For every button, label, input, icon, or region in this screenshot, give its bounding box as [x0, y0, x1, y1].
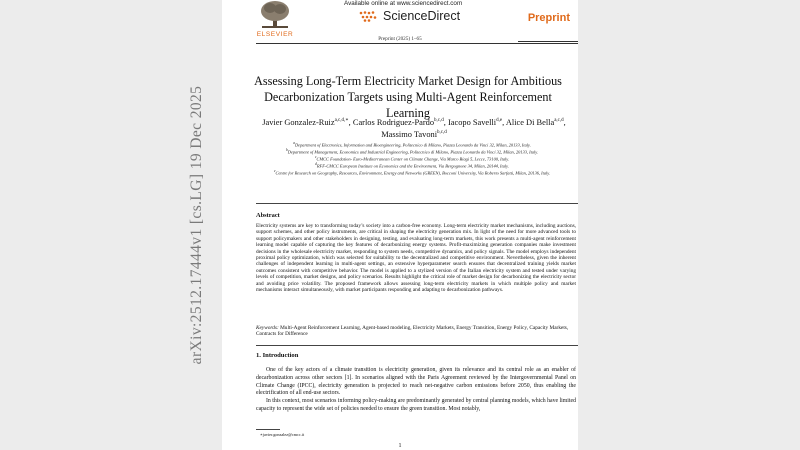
abstract-rule-bottom [256, 345, 578, 346]
abstract-heading: Abstract [256, 212, 280, 219]
available-online: Available online at www.sciencedirect.com [344, 0, 463, 7]
affiliation-mark: e [273, 168, 276, 173]
page-number: 1 [398, 443, 402, 449]
affiliation [250, 141, 574, 148]
affiliation-text: Department of Management, Economics and Industrial Engineering, Politecnico di Milano, Piazza Leonardo da Vinci 32, Milan, 20133, Italy. [287, 149, 539, 155]
introduction-paragraph: In this context, most scenarios informing policy-making are predominantly generated by central planning models, which have limited capacity to represent the wide set of policies needed to ensure the green transition. Most notably, [256, 398, 576, 412]
affiliation [250, 162, 574, 169]
author [262, 118, 348, 127]
keywords-text: Multi-Agent Reinforcement Learning, Agent-based modeling, Electricity Markets, Energy Transition, Energy Policy, Capacity Markets, Contracts for Difference [256, 325, 569, 338]
author-affiliation-marks: b,c,d [434, 118, 444, 123]
affiliation [250, 169, 574, 176]
affiliation-list [250, 141, 574, 175]
author [353, 118, 444, 127]
elsevier-logo-text: ELSEVIER [256, 31, 294, 38]
author-affiliation-marks: a,c,d [554, 118, 564, 123]
header-rule [256, 43, 578, 44]
paper-page [222, 0, 578, 450]
affiliation-text: CMCC Foundation- Euro-Mediterranean Center on Climate Change, Via Marco Biagi 5, Lecce, 73100, Italy. [316, 156, 510, 162]
affiliation [250, 148, 574, 155]
affiliation-text: RFF-CMCC European Institute on Economics and the Environment, Via Bergognone 34, Milan, 20144, Italy. [316, 163, 509, 169]
author [506, 118, 564, 127]
introduction-paragraph: One of the key actors of a climate transition is electricity generation, given its relevance and its central role as an enabler of decarbonization across other sectors [1]. In scenarios aligned with the Paris Agreement reviewed by the Intergovernmental Panel on Climate Change (IPCC), electricity generation is projected to reach net-negative carbon emissions before 2050, thus enabling the electrification of all end-use sectors. [256, 367, 576, 397]
author-name: Massimo Tavoni [381, 130, 438, 140]
keywords-label: Keywords: [256, 325, 279, 331]
author [448, 118, 502, 127]
affiliation-mark: d [315, 161, 317, 166]
abstract-text: Electricity systems are key to transforming today’s society into a carbon-free economy. Long-term electricity market mechanisms, including auctions, support schemes, and other policy instruments, are critical in shaping the electricity generation mix. In light of the need for more advanced tools to support policymakers and other stakeholders in designing, testing, and evaluating long-term markets, this work presents a multi-agent reinforcement learning model capable of capturing the key features of decarbonizing energy systems. Profit-maximizing generation companies make investment decisions in the wholesale electricity market, responding to system needs, competitive dynamics, and policy signals. The model employs independent proximal policy optimization, which was selected for suitability to the decentralized and competitive environment. Nevertheless, given the inherent challenges of independent learning in multi-agent settings, an extensive hyperparameter search ensures that decentralized training yields market outcomes consistent with competitive behavior. The model is applied to a stylized version of the Italian electricity system and tested under varying levels of competition, market designs, and policy scenarios. Results highlight the critical role of market design for decarbonizing the electricity sector and avoiding price volatility. The proposed framework allows assessing long-term electricity markets in which multiple policy and market mechanisms interact simultaneously, with market participants responding and adapting to decarbonization pathways. [256, 223, 576, 294]
author-affiliation-marks: b,c,d [437, 130, 447, 136]
author-name: Iacopo Savelli [447, 117, 497, 127]
affiliation-mark: c [314, 154, 317, 159]
footnote-rule [256, 429, 280, 430]
affiliation-text: Department of Electronics, Information and Bioengineering, Politecnico di Milano, Piazza Leonardo da Vinci 32, Milan, 20133, Italy. [294, 142, 531, 148]
sciencedirect-name: ScienceDirect [383, 9, 461, 23]
affiliation-mark: a [293, 141, 295, 145]
author-affiliation-marks: d,e [496, 118, 503, 123]
introduction-text [256, 367, 576, 414]
affiliation-text: Centre for Research on Geography, Resources, Environment, Energy and Networks (GREEN), Bocconi University, Via Roberto Sarfatti, Milan, 20136, Italy. [275, 169, 551, 175]
arxiv-identifier: arXiv:2512.17444v1 [cs.LG] 19 Dec 2025 [188, 85, 205, 365]
elsevier-tree-icon [258, 0, 292, 30]
affiliation-mark: b [285, 147, 288, 152]
author-name: Javier Gonzalez-Ruiz [262, 117, 335, 127]
preprint-label: Preprint [527, 12, 570, 24]
elsevier-logo [256, 0, 294, 38]
sciencedirect-logo [358, 9, 460, 23]
introduction-heading: 1. Introduction [256, 352, 299, 359]
paper-title: Assessing Long-Term Electricity Market Design for Ambitious Decarbonization Targets using Multi-Agent Reinforcement Learning [254, 74, 562, 120]
affiliation [250, 155, 574, 162]
keywords [256, 325, 576, 338]
author [381, 130, 447, 139]
author-name: Alice Di Bella [505, 117, 555, 127]
footnote-email: ∗javier.gonzalez@cmcc.it [260, 432, 305, 437]
abstract-rule-top [256, 203, 578, 204]
author-list: Javier Gonzalez-Ruiz$^{a,c,d,∗}$, Carlos Rodriguez-Pardo$^{b,c,d}$, Iacopo Savelli$^{d,e}$, Alice Di Bella$^{a,c,d}$, Massimo Tavoni$^{b,c,d}$ [262, 117, 566, 140]
author-affiliation-marks: a,c,d,∗ [334, 118, 349, 123]
sciencedirect-dots-icon [358, 10, 380, 22]
journal-reference: Preprint (2025) 1–65 [378, 36, 422, 42]
author-name: Carlos Rodriguez-Pardo [352, 117, 435, 127]
